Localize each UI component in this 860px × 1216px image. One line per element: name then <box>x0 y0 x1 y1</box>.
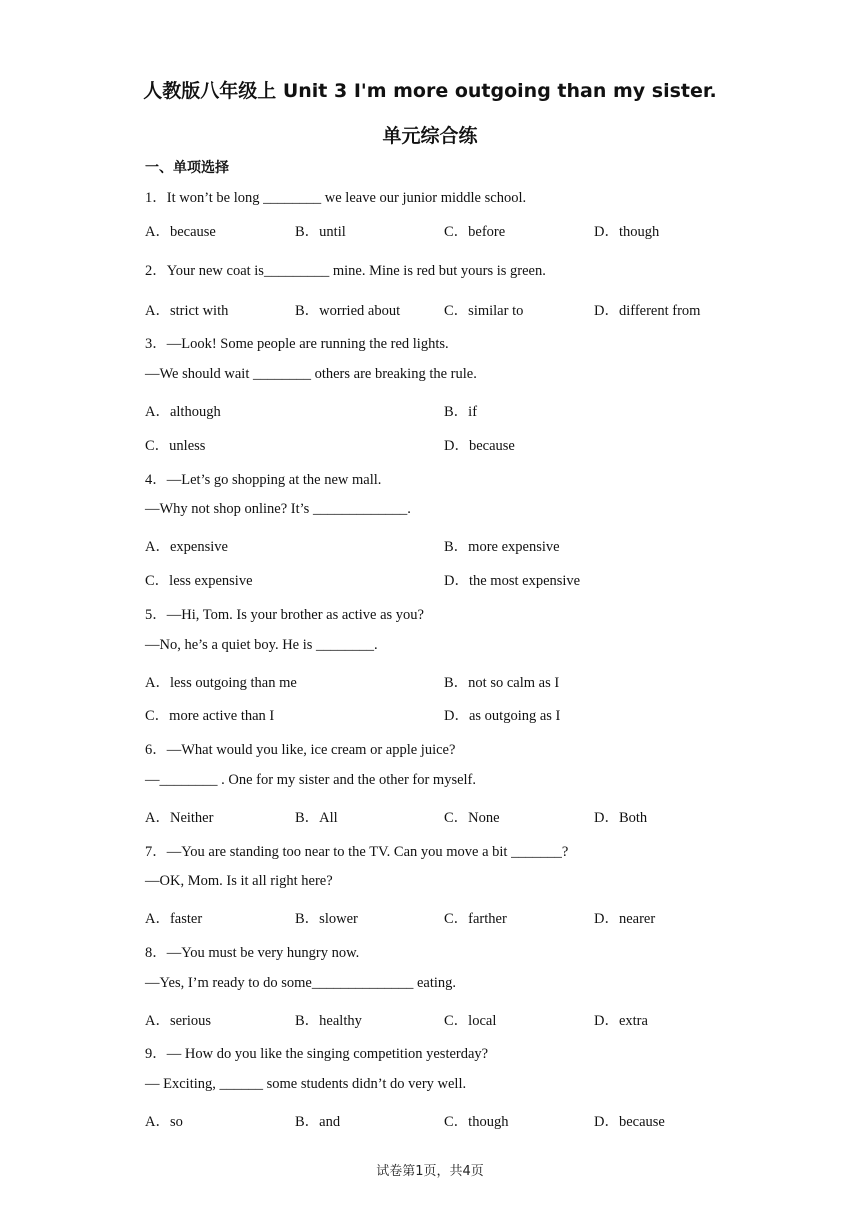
question-2-stem: 2．Your new coat is_________ mine. Mine is red but yours is green. <box>145 263 546 279</box>
question-3-reply: —We should wait ________ others are breaking the rule. <box>145 366 477 382</box>
question-9-option-b: B．and <box>295 1114 341 1130</box>
question-6-option-a: A．Neither <box>145 810 214 826</box>
question-1-stem: 1．It won’t be long ________ we leave our junior middle school. <box>145 190 527 206</box>
question-7-stem: 7．—You are standing too near to the TV. Can you move a bit _______? <box>145 844 569 860</box>
question-2-option-b: B．worried about <box>295 303 401 319</box>
question-3-option-a: A．although <box>145 404 221 420</box>
question-6-option-d: D．Both <box>594 810 648 826</box>
question-9-reply: — Exciting, ______ some students didn’t do very well. <box>145 1076 467 1092</box>
question-8-option-b: B．healthy <box>295 1013 362 1029</box>
question-5-reply: —No, he’s a quiet boy. He is ________. <box>145 637 378 653</box>
title-line-2: 单元综合练 <box>382 125 478 147</box>
question-5-option-d: D．as outgoing as I <box>444 708 561 724</box>
question-7-option-a: A．faster <box>145 911 203 927</box>
question-8-option-a: A．serious <box>145 1013 212 1029</box>
question-1-option-c: C．before <box>444 224 506 240</box>
question-6-reply: —________ . One for my sister and the other for myself. <box>145 772 477 788</box>
question-8-reply: —Yes, I’m ready to do some______________ eating. <box>145 975 457 991</box>
question-5-stem: 5．—Hi, Tom. Is your brother as active as you? <box>145 607 424 623</box>
question-5-option-c: C．more active than I <box>145 708 275 724</box>
question-1-option-b: B．until <box>295 224 346 240</box>
question-2-option-a: A．strict with <box>145 303 229 319</box>
question-3-option-c: C．unless <box>145 438 206 454</box>
page-footer: 试卷第1页，共4页 <box>376 1164 484 1179</box>
question-5-option-a: A．less outgoing than me <box>145 675 297 691</box>
question-2-option-d: D．different from <box>594 303 701 319</box>
question-7-reply: —OK, Mom. Is it all right here? <box>145 873 333 889</box>
question-9-option-d: D．because <box>594 1114 665 1130</box>
question-3-option-d: D．because <box>444 438 515 454</box>
question-4-option-b: B．more expensive <box>444 539 560 555</box>
question-3-stem: 3．—Look! Some people are running the red lights. <box>145 336 449 352</box>
question-8-option-c: C．local <box>444 1013 497 1029</box>
question-4-option-c: C．less expensive <box>145 573 253 589</box>
question-9-option-a: A．so <box>145 1114 183 1130</box>
question-6-stem: 6．—What would you like, ice cream or apple juice? <box>145 742 456 758</box>
question-7-option-d: D．nearer <box>594 911 656 927</box>
section-heading: 一、单项选择 <box>145 160 229 176</box>
question-4-option-d: D．the most expensive <box>444 573 581 589</box>
question-4-option-a: A．expensive <box>145 539 228 555</box>
question-9-stem: 9．— How do you like the singing competition yesterday? <box>145 1046 489 1062</box>
title-line-1: 人教版八年级上 Unit 3 I'm more outgoing than my sister. <box>143 80 717 102</box>
question-4-reply: —Why not shop online? It’s _____________. <box>145 501 411 517</box>
question-4-stem: 4．—Let’s go shopping at the new mall. <box>145 472 382 488</box>
question-9-option-c: C．though <box>444 1114 509 1130</box>
question-8-stem: 8．—You must be very hungry now. <box>145 945 360 961</box>
question-1-option-d: D．though <box>594 224 660 240</box>
question-8-option-d: D．extra <box>594 1013 648 1029</box>
question-7-option-b: B．slower <box>295 911 358 927</box>
question-3-option-b: B．if <box>444 404 478 420</box>
question-7-option-c: C．farther <box>444 911 507 927</box>
question-6-option-b: B．All <box>295 810 338 826</box>
question-5-option-b: B．not so calm as I <box>444 675 560 691</box>
question-1-option-a: A．because <box>145 224 216 240</box>
question-2-option-c: C．similar to <box>444 303 524 319</box>
question-6-option-c: C．None <box>444 810 500 826</box>
